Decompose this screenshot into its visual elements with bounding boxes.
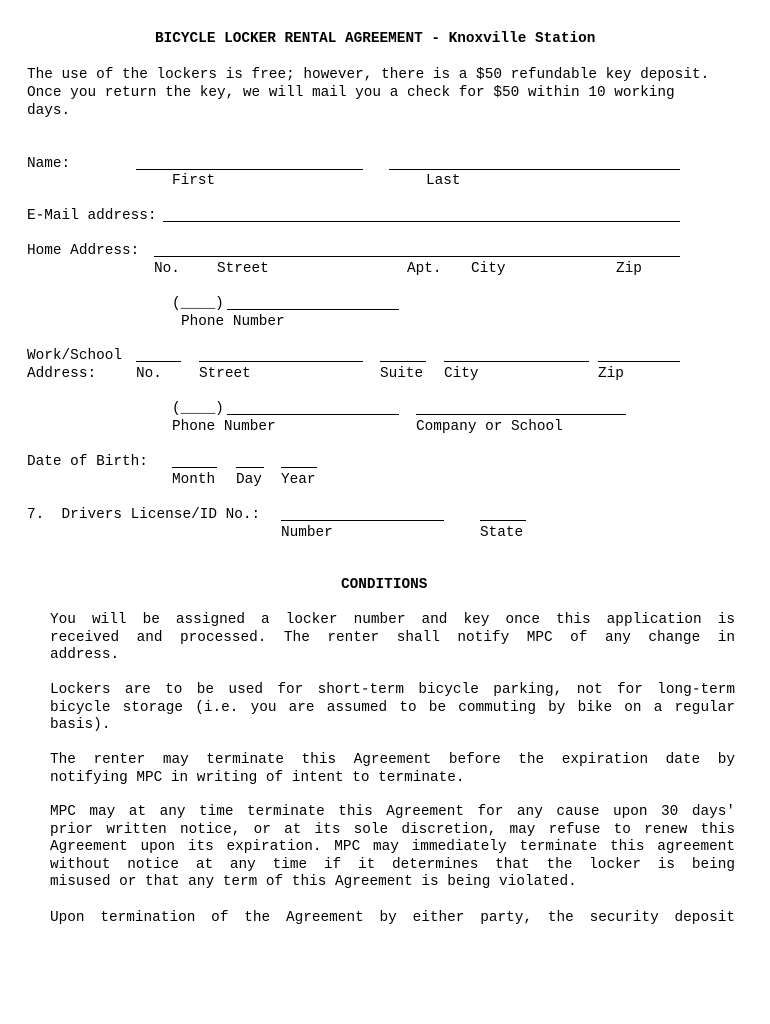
condition-paragraph-4 bbox=[50, 804, 735, 892]
first-caption: First bbox=[172, 173, 216, 189]
last-caption: Last bbox=[426, 173, 461, 189]
license-number-caption: Number bbox=[281, 525, 333, 541]
home-city-caption: City bbox=[471, 261, 506, 277]
page-title: BICYCLE LOCKER RENTAL AGREEMENT - Knoxville Station bbox=[155, 31, 596, 47]
home-phone-caption: Phone Number bbox=[181, 314, 285, 330]
work-address-label-line-2: Address: bbox=[27, 366, 97, 382]
work-no-field[interactable] bbox=[136, 361, 181, 362]
company-field[interactable] bbox=[416, 414, 626, 415]
intro-line-3: days. bbox=[27, 103, 71, 119]
work-suite-caption: Suite bbox=[380, 366, 424, 382]
work-no-caption: No. bbox=[136, 366, 162, 382]
work-city-field[interactable] bbox=[444, 361, 589, 362]
company-caption: Company or School bbox=[416, 419, 563, 435]
work-zip-field[interactable] bbox=[598, 361, 680, 362]
home-address-field[interactable] bbox=[154, 256, 680, 257]
condition-2-line-2: bicycle storage (i.e. you are assumed to be commuting by bike on a regular bbox=[50, 699, 735, 716]
condition-4-line-4: without notice at any time if it determines that the locker is being bbox=[50, 856, 735, 873]
condition-2-line-3: basis). bbox=[50, 717, 111, 733]
conditions-heading: CONDITIONS bbox=[341, 577, 428, 593]
home-apt-caption: Apt. bbox=[407, 261, 442, 277]
dob-month-field[interactable] bbox=[172, 467, 217, 468]
condition-3-line-1: The renter may terminate this Agreement before the expiration date by bbox=[50, 752, 735, 768]
email-label: E-Mail address: bbox=[27, 208, 157, 224]
condition-4-line-3: Agreement upon its expiration. MPC may immediately terminate this agreement bbox=[50, 839, 735, 855]
work-street-field[interactable] bbox=[199, 361, 363, 362]
license-state-caption: State bbox=[480, 525, 524, 541]
condition-4-line-1: MPC may at any time terminate this Agreement for any cause upon 30 days' bbox=[50, 804, 735, 820]
condition-1-line-3: address. bbox=[50, 647, 120, 663]
intro-line-2: Once you return the key, we will mail you a check for $50 within 10 working bbox=[27, 85, 675, 101]
home-phone-field[interactable] bbox=[227, 309, 399, 310]
dob-day-field[interactable] bbox=[236, 467, 264, 468]
condition-3-line-2: notifying MPC in writing of intent to terminate. bbox=[50, 769, 465, 786]
dob-year-field[interactable] bbox=[281, 467, 317, 468]
condition-2-line-1: Lockers are to be used for short-term bicycle parking, not for long-term bbox=[50, 682, 735, 698]
condition-4-line-2: prior written notice, or at its sole discretion, may refuse to renew this bbox=[50, 821, 735, 838]
first-name-field[interactable] bbox=[136, 169, 363, 170]
dob-year-caption: Year bbox=[281, 472, 316, 488]
work-address-label-line-1: Work/School bbox=[27, 348, 122, 364]
dob-month-caption: Month bbox=[172, 472, 216, 488]
work-street-caption: Street bbox=[199, 366, 251, 382]
last-name-field[interactable] bbox=[389, 169, 680, 170]
condition-paragraph-2 bbox=[50, 682, 735, 735]
license-state-field[interactable] bbox=[480, 520, 526, 521]
condition-1-line-2: received and processed. The renter shall notify MPC of any change in bbox=[50, 629, 735, 646]
license-number-field[interactable] bbox=[281, 520, 444, 521]
name-label: Name: bbox=[27, 156, 71, 172]
dob-label: Date of Birth: bbox=[27, 454, 148, 470]
home-street-caption: Street bbox=[217, 261, 269, 277]
work-phone-caption: Phone Number bbox=[172, 419, 276, 435]
home-no-caption: No. bbox=[154, 261, 180, 277]
work-phone-area-code-field[interactable]: (____) bbox=[172, 401, 224, 417]
work-zip-caption: Zip bbox=[598, 366, 624, 382]
intro-line-1: The use of the lockers is free; however, there is a $50 refundable key deposit. bbox=[27, 67, 710, 83]
work-phone-field[interactable] bbox=[227, 414, 399, 415]
home-phone-area-code-field[interactable]: (____) bbox=[172, 296, 224, 312]
condition-4-line-5: misused or that any term of this Agreement is being violated. bbox=[50, 874, 577, 890]
condition-paragraph-1 bbox=[50, 612, 735, 665]
home-zip-caption: Zip bbox=[616, 261, 642, 277]
work-suite-field[interactable] bbox=[380, 361, 426, 362]
condition-paragraph-5 bbox=[50, 910, 735, 928]
work-city-caption: City bbox=[444, 366, 479, 382]
home-address-label: Home Address: bbox=[27, 243, 140, 259]
condition-1-line-1: You will be assigned a locker number and key once this application is bbox=[50, 612, 735, 628]
dob-day-caption: Day bbox=[236, 472, 262, 488]
license-label: 7. Drivers License/ID No.: bbox=[27, 507, 261, 523]
condition-paragraph-3 bbox=[50, 752, 735, 787]
email-field[interactable] bbox=[163, 221, 680, 222]
condition-5-line-1: Upon termination of the Agreement by either party, the security deposit bbox=[50, 910, 735, 926]
